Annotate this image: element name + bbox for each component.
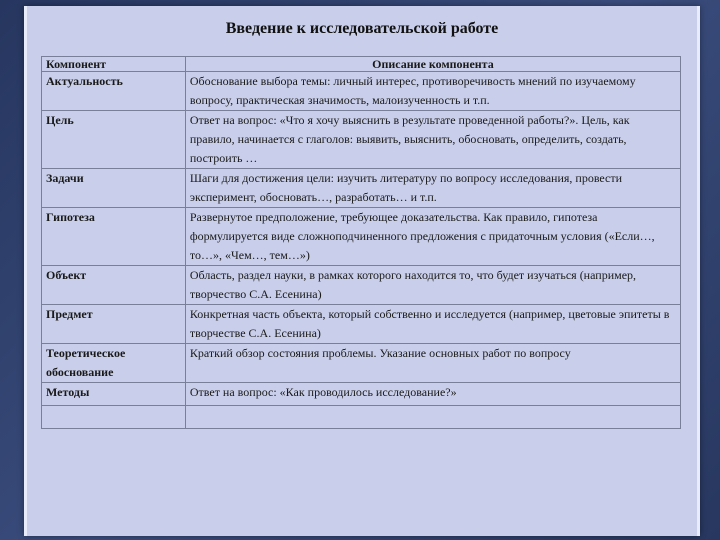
table-empty-row bbox=[42, 406, 681, 429]
row-description: Область, раздел науки, в рамках которого находится то, что будет изучаться (например, творчество С.А. Есенина) bbox=[185, 266, 680, 305]
table-row bbox=[42, 344, 681, 383]
row-name: Задачи bbox=[42, 169, 186, 208]
row-description: Шаги для достижения цели: изучить литературу по вопросу исследования, провести эксперимент, обосновать…, разработать… и т.п. bbox=[185, 169, 680, 208]
header-description: Описание компонента bbox=[185, 57, 680, 72]
row-name: Актуальность bbox=[42, 72, 186, 111]
slide-title: Введение к исследовательской работе bbox=[225, 20, 499, 37]
row-description: Развернутое предположение, требующее доказательства. Как правило, гипотеза формулируется виде сложноподчиненного предложения с придаточным условия («Если…, то…», «Чем…, тем…») bbox=[185, 208, 680, 266]
table-header-row bbox=[42, 57, 681, 72]
empty-cell bbox=[42, 406, 186, 429]
row-name: Теоретическое обоснование bbox=[42, 344, 186, 383]
row-name: Гипотеза bbox=[42, 208, 186, 266]
components-table bbox=[41, 56, 681, 429]
table-row bbox=[42, 208, 681, 266]
table-row bbox=[42, 266, 681, 305]
table-row bbox=[42, 169, 681, 208]
row-name: Предмет bbox=[42, 305, 186, 344]
row-name: Объект bbox=[42, 266, 186, 305]
row-description: Конкретная часть объекта, который собственно и исследуется (например, цветовые эпитеты в творчестве С.А. Есенина) bbox=[185, 305, 680, 344]
table-row bbox=[42, 305, 681, 344]
slide bbox=[24, 6, 700, 536]
header-component: Компонент bbox=[42, 57, 186, 72]
row-description: Ответ на вопрос: «Что я хочу выяснить в результате проведенной работы?». Цель, как правило, начинается с глаголов: выявить, выяснить, обосновать, определить, создать, построить … bbox=[185, 111, 680, 169]
table-row bbox=[42, 383, 681, 406]
row-description: Обоснование выбора темы: личный интерес, противоречивость мнений по изучаемому вопросу, практическая значимость, малоизученность и т.п. bbox=[185, 72, 680, 111]
row-name: Методы bbox=[42, 383, 186, 406]
row-description: Ответ на вопрос: «Как проводилось исследование?» bbox=[185, 383, 680, 406]
table-row bbox=[42, 72, 681, 111]
row-description: Краткий обзор состояния проблемы. Указание основных работ по вопросу bbox=[185, 344, 680, 383]
row-name: Цель bbox=[42, 111, 186, 169]
empty-cell bbox=[185, 406, 680, 429]
table-row bbox=[42, 111, 681, 169]
